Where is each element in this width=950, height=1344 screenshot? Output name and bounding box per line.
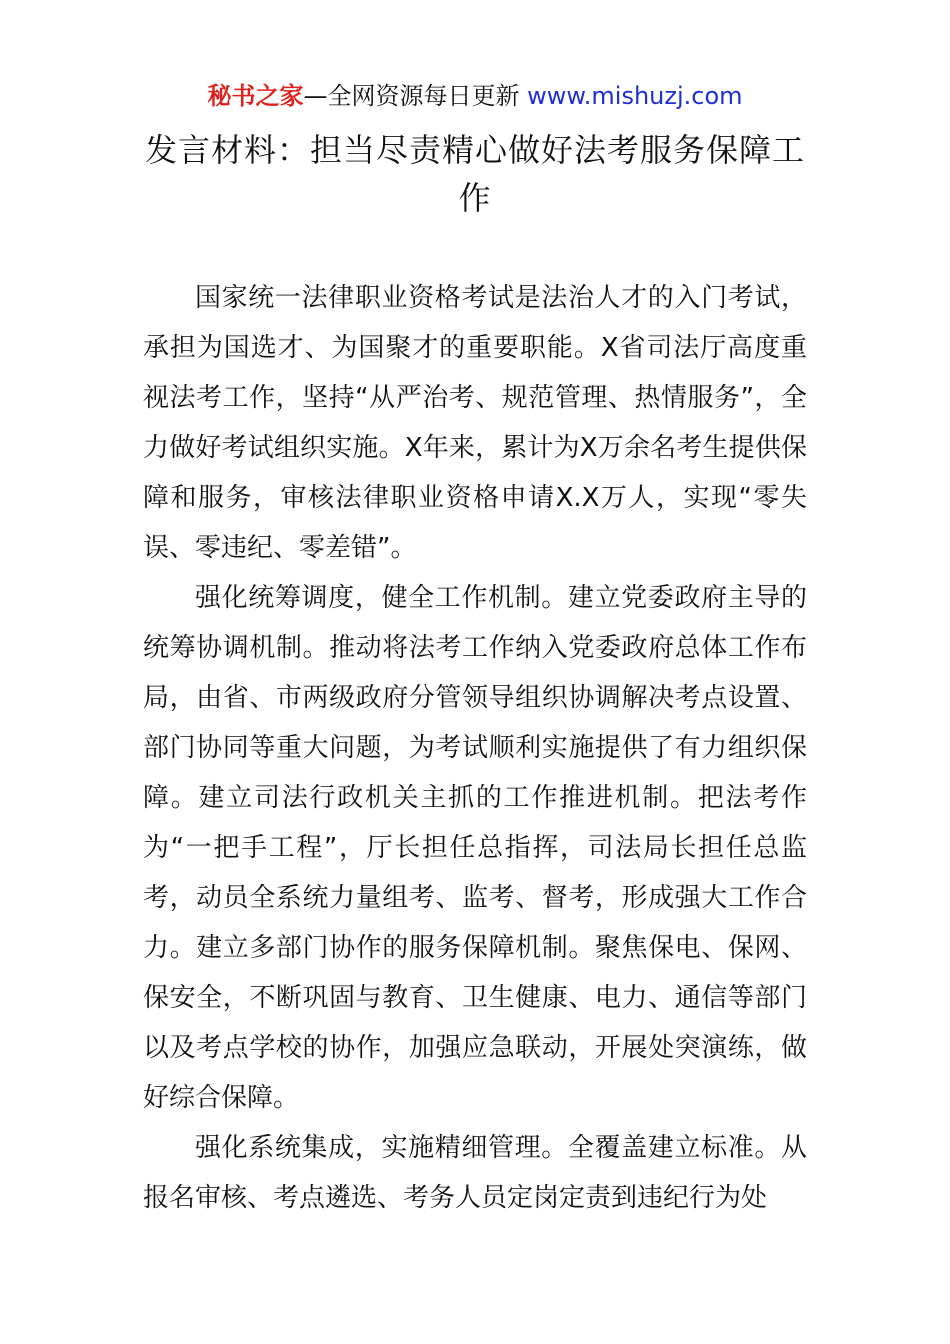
site-brand: 秘书之家	[207, 82, 304, 110]
document-title: 发言材料：担当尽责精心做好法考服务保障工作	[145, 131, 806, 217]
paragraph: 强化系统集成，实施精细管理。全覆盖建立标准。从报名审核、考点遴选、考务人员定岗定责到违纪行为处	[143, 1133, 807, 1213]
paragraph: 国家统一法律职业资格考试是法治人才的入门考试，承担为国选才、为国聚才的重要职能。X省司法厅高度重视法考工作，坚持“从严治考、规范管理、热情服务”，全力做好考试组织实施。X年来，累计为X万余名考生提供保障和服务，审核法律职业资格申请X.X万人，实现“零失误、零违纪、零差错”。	[143, 283, 807, 563]
site-header	[0, 80, 950, 112]
paragraph: 强化统筹调度，健全工作机制。建立党委政府主导的统筹协调机制。推动将法考工作纳入党委政府总体工作布局，由省、市两级政府分管领导组织协调解决考点设置、部门协同等重大问题，为考试顺利实施提供了有力组织保障。建立司法行政机关主抓的工作推进机制。把法考作为“一把手工程”，厅长担任总指挥，司法局长担任总监考，动员全系统力量组考、监考、督考，形成强大工作合力。建立多部门协作的服务保障机制。聚焦保电、保网、保安全，不断巩固与教育、卫生健康、电力、通信等部门以及考点学校的协作，加强应急联动，开展处突演练，做好综合保障。	[143, 583, 807, 1113]
document-body	[143, 273, 807, 1223]
site-tagline: —全网资源每日更新	[303, 82, 528, 110]
site-url-link[interactable]: www.mishuzj.com	[527, 82, 743, 110]
